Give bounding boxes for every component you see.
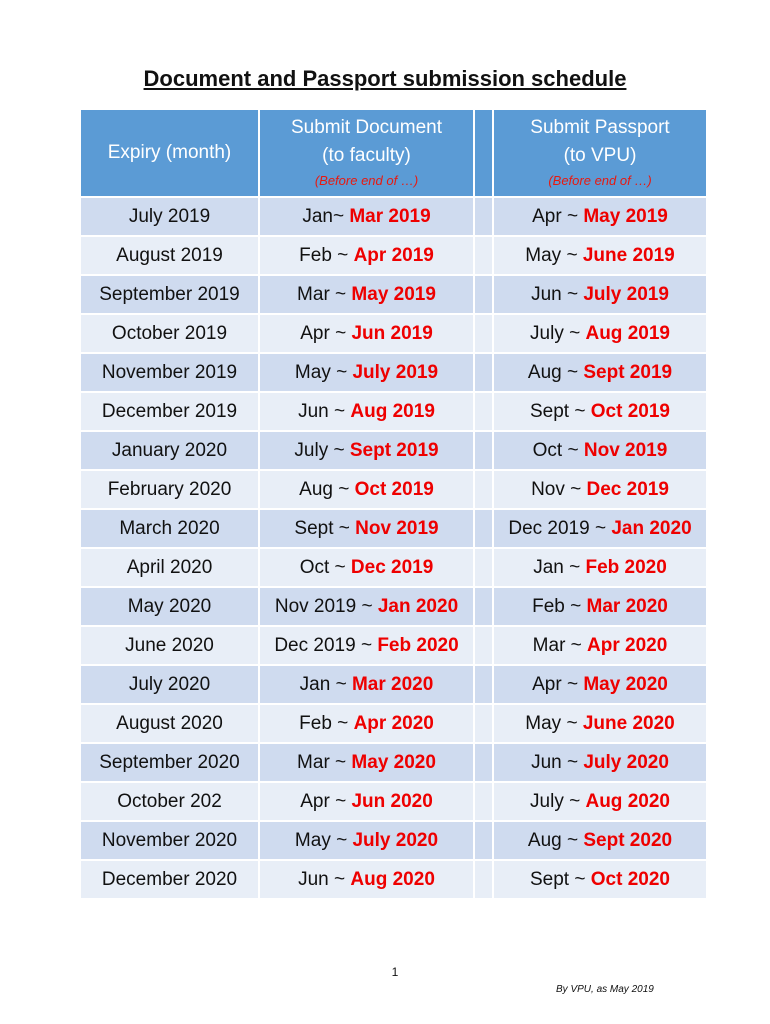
expiry-month: May 2020	[127, 595, 212, 617]
spacer-cell	[475, 627, 494, 666]
document-cell	[260, 822, 475, 861]
spacer-cell	[475, 315, 494, 354]
passport-deadline: May 2019	[583, 205, 668, 227]
document-start: Mar ~	[297, 283, 352, 305]
passport-start: Sept ~	[530, 868, 591, 890]
document-start: Dec 2019 ~	[274, 634, 378, 656]
table-row	[81, 822, 708, 861]
passport-cell	[494, 393, 708, 432]
passport-cell	[494, 783, 708, 822]
passport-deadline: Dec 2019	[586, 478, 669, 500]
document-start: Jan ~	[299, 673, 352, 695]
table-row	[81, 510, 708, 549]
passport-deadline: June 2020	[582, 712, 675, 734]
spacer-cell	[475, 354, 494, 393]
passport-start: July ~	[530, 790, 586, 812]
document-deadline: May 2020	[351, 751, 436, 773]
passport-cell	[494, 510, 708, 549]
document-deadline: July 2019	[352, 361, 439, 383]
passport-deadline: Sept 2019	[583, 361, 673, 383]
passport-cell	[494, 432, 708, 471]
spacer-cell	[475, 432, 494, 471]
expiry-cell	[81, 588, 260, 627]
expiry-month: August 2019	[116, 244, 223, 266]
document-cell	[260, 432, 475, 471]
passport-deadline: Nov 2019	[583, 439, 668, 461]
footer-note: By VPU, as May 2019	[556, 984, 654, 995]
document-cell	[260, 549, 475, 588]
document-cell	[260, 783, 475, 822]
passport-deadline: Aug 2020	[585, 790, 670, 812]
passport-deadline: Oct 2019	[590, 400, 670, 422]
spacer-cell	[475, 783, 494, 822]
expiry-cell	[81, 822, 260, 861]
passport-deadline: Aug 2019	[585, 322, 670, 344]
expiry-cell	[81, 315, 260, 354]
schedule-table	[81, 110, 708, 900]
passport-deadline: Feb 2020	[585, 556, 667, 578]
document-deadline: Aug 2020	[350, 868, 435, 890]
document-deadline: Oct 2019	[354, 478, 434, 500]
document-start: July ~	[294, 439, 350, 461]
table-row	[81, 588, 708, 627]
expiry-cell	[81, 510, 260, 549]
document-start: Feb ~	[299, 712, 354, 734]
table-row	[81, 393, 708, 432]
document-start: Jan~	[302, 205, 350, 227]
passport-deadline: Apr 2020	[587, 634, 668, 656]
expiry-month: October 202	[117, 790, 222, 812]
document-start: Jun ~	[298, 868, 351, 890]
document-deadline: Mar 2019	[349, 205, 431, 227]
spacer-cell	[475, 471, 494, 510]
expiry-month: September 2019	[99, 283, 240, 305]
passport-deadline: Mar 2020	[586, 595, 668, 617]
passport-deadline: Sept 2020	[583, 829, 673, 851]
header-doc-line1: Submit Document	[290, 117, 442, 138]
document-start: Jun ~	[298, 400, 351, 422]
passport-start: July ~	[530, 322, 586, 344]
expiry-cell	[81, 744, 260, 783]
expiry-month: March 2020	[119, 517, 220, 539]
expiry-cell	[81, 354, 260, 393]
document-cell	[260, 315, 475, 354]
document-deadline: Sept 2019	[349, 439, 439, 461]
expiry-cell	[81, 549, 260, 588]
expiry-cell	[81, 705, 260, 744]
spacer-cell	[475, 822, 494, 861]
document-start: May ~	[294, 829, 353, 851]
expiry-month: December 2019	[101, 400, 238, 422]
table-row	[81, 705, 708, 744]
expiry-month: November 2019	[101, 361, 238, 383]
document-cell	[260, 393, 475, 432]
document-deadline: Mar 2020	[351, 673, 434, 695]
document-deadline: Dec 2019	[350, 556, 434, 578]
passport-cell	[494, 666, 708, 705]
table-row	[81, 471, 708, 510]
expiry-month: October 2019	[111, 322, 228, 344]
spacer-cell	[475, 276, 494, 315]
expiry-cell	[81, 198, 260, 237]
document-cell	[260, 627, 475, 666]
document-start: Oct ~	[299, 556, 351, 578]
passport-cell	[494, 315, 708, 354]
passport-cell	[494, 276, 708, 315]
header-submit-document	[260, 110, 475, 198]
passport-cell	[494, 744, 708, 783]
document-cell	[260, 237, 475, 276]
spacer-cell	[475, 510, 494, 549]
schedule-body	[81, 198, 708, 900]
expiry-cell	[81, 393, 260, 432]
passport-start: Sept ~	[530, 400, 591, 422]
passport-start: Nov ~	[531, 478, 587, 500]
document-deadline: Feb 2020	[377, 634, 459, 656]
spacer-cell	[475, 705, 494, 744]
passport-deadline: Jan 2020	[611, 517, 692, 539]
table-row	[81, 744, 708, 783]
expiry-month: September 2020	[99, 751, 240, 773]
document-start: Nov 2019 ~	[274, 595, 378, 617]
table-row	[81, 627, 708, 666]
table-row	[81, 315, 708, 354]
table-row	[81, 237, 708, 276]
document-start: Feb ~	[299, 244, 354, 266]
document-deadline: Aug 2019	[350, 400, 435, 422]
header-pass-line1: Submit Passport	[530, 117, 670, 138]
passport-start: Jan ~	[533, 556, 586, 578]
document-deadline: Jan 2020	[377, 595, 459, 617]
table-row	[81, 549, 708, 588]
document-cell	[260, 861, 475, 900]
passport-start: Jun ~	[531, 283, 584, 305]
header-submit-passport	[494, 110, 708, 198]
header-doc-note: (Before end of …)	[314, 173, 419, 188]
expiry-cell	[81, 666, 260, 705]
spacer-cell	[475, 393, 494, 432]
header-spacer	[475, 110, 494, 198]
document-deadline: Jun 2019	[351, 322, 433, 344]
table-row	[81, 783, 708, 822]
passport-start: Dec 2019 ~	[508, 517, 612, 539]
passport-start: Apr ~	[532, 673, 584, 695]
expiry-cell	[81, 432, 260, 471]
document-deadline: May 2019	[351, 283, 436, 305]
header-expiry-label: Expiry (month)	[107, 142, 232, 163]
expiry-cell	[81, 471, 260, 510]
expiry-month: August 2020	[116, 712, 223, 734]
document-start: Apr ~	[300, 322, 352, 344]
table-row	[81, 666, 708, 705]
expiry-cell	[81, 861, 260, 900]
passport-cell	[494, 588, 708, 627]
expiry-month: January 2020	[111, 439, 228, 461]
document-cell	[260, 198, 475, 237]
passport-deadline: July 2020	[583, 751, 669, 773]
passport-deadline: June 2019	[582, 244, 675, 266]
document-cell	[260, 666, 475, 705]
passport-cell	[494, 354, 708, 393]
passport-start: Apr ~	[532, 205, 584, 227]
document-cell	[260, 744, 475, 783]
document-start: May ~	[294, 361, 353, 383]
spacer-cell	[475, 198, 494, 237]
page-title: Document and Passport submission schedule	[143, 66, 627, 91]
passport-deadline: July 2019	[583, 283, 669, 305]
document-cell	[260, 705, 475, 744]
passport-start: May ~	[525, 244, 583, 266]
document-deadline: July 2020	[352, 829, 439, 851]
expiry-month: July 2019	[128, 205, 211, 227]
expiry-cell	[81, 627, 260, 666]
document-deadline: Apr 2020	[353, 712, 434, 734]
document-cell	[260, 276, 475, 315]
document-start: Sept ~	[294, 517, 356, 539]
passport-start: Aug ~	[527, 829, 584, 851]
expiry-month: February 2020	[107, 478, 232, 500]
document-start: Apr ~	[300, 790, 352, 812]
expiry-cell	[81, 237, 260, 276]
header-expiry	[81, 110, 260, 198]
document-cell	[260, 471, 475, 510]
header-pass-line2: (to VPU)	[563, 145, 637, 166]
document-start: Mar ~	[297, 751, 352, 773]
spacer-cell	[475, 861, 494, 900]
expiry-cell	[81, 783, 260, 822]
header-row	[81, 110, 708, 198]
passport-cell	[494, 627, 708, 666]
document-deadline: Apr 2019	[353, 244, 434, 266]
passport-start: Jun ~	[531, 751, 584, 773]
passport-start: Feb ~	[532, 595, 587, 617]
spacer-cell	[475, 666, 494, 705]
passport-cell	[494, 237, 708, 276]
passport-cell	[494, 861, 708, 900]
expiry-cell	[81, 276, 260, 315]
document-start: Aug ~	[299, 478, 355, 500]
document-deadline: Nov 2019	[355, 517, 439, 539]
passport-cell	[494, 198, 708, 237]
table-row	[81, 432, 708, 471]
passport-start: Aug ~	[527, 361, 584, 383]
passport-deadline: Oct 2020	[590, 868, 670, 890]
expiry-month: June 2020	[125, 634, 214, 656]
expiry-month: November 2020	[101, 829, 238, 851]
table-row	[81, 354, 708, 393]
spacer-cell	[475, 237, 494, 276]
header-doc-line2: (to faculty)	[322, 145, 411, 166]
passport-start: May ~	[525, 712, 583, 734]
spacer-cell	[475, 549, 494, 588]
expiry-month: April 2020	[126, 556, 213, 578]
document-cell	[260, 354, 475, 393]
passport-deadline: May 2020	[583, 673, 668, 695]
spacer-cell	[475, 588, 494, 627]
passport-cell	[494, 549, 708, 588]
passport-start: Oct ~	[532, 439, 584, 461]
table-row	[81, 861, 708, 900]
expiry-month: July 2020	[128, 673, 211, 695]
header-pass-note: (Before end of …)	[548, 173, 652, 188]
table-row	[81, 198, 708, 237]
expiry-month: December 2020	[101, 868, 238, 890]
spacer-cell	[475, 744, 494, 783]
document-cell	[260, 510, 475, 549]
passport-cell	[494, 822, 708, 861]
document-deadline: Jun 2020	[351, 790, 433, 812]
document-cell	[260, 588, 475, 627]
passport-cell	[494, 471, 708, 510]
table-row	[81, 276, 708, 315]
passport-cell	[494, 705, 708, 744]
page-number: 1	[391, 965, 399, 979]
passport-start: Mar ~	[532, 634, 588, 656]
